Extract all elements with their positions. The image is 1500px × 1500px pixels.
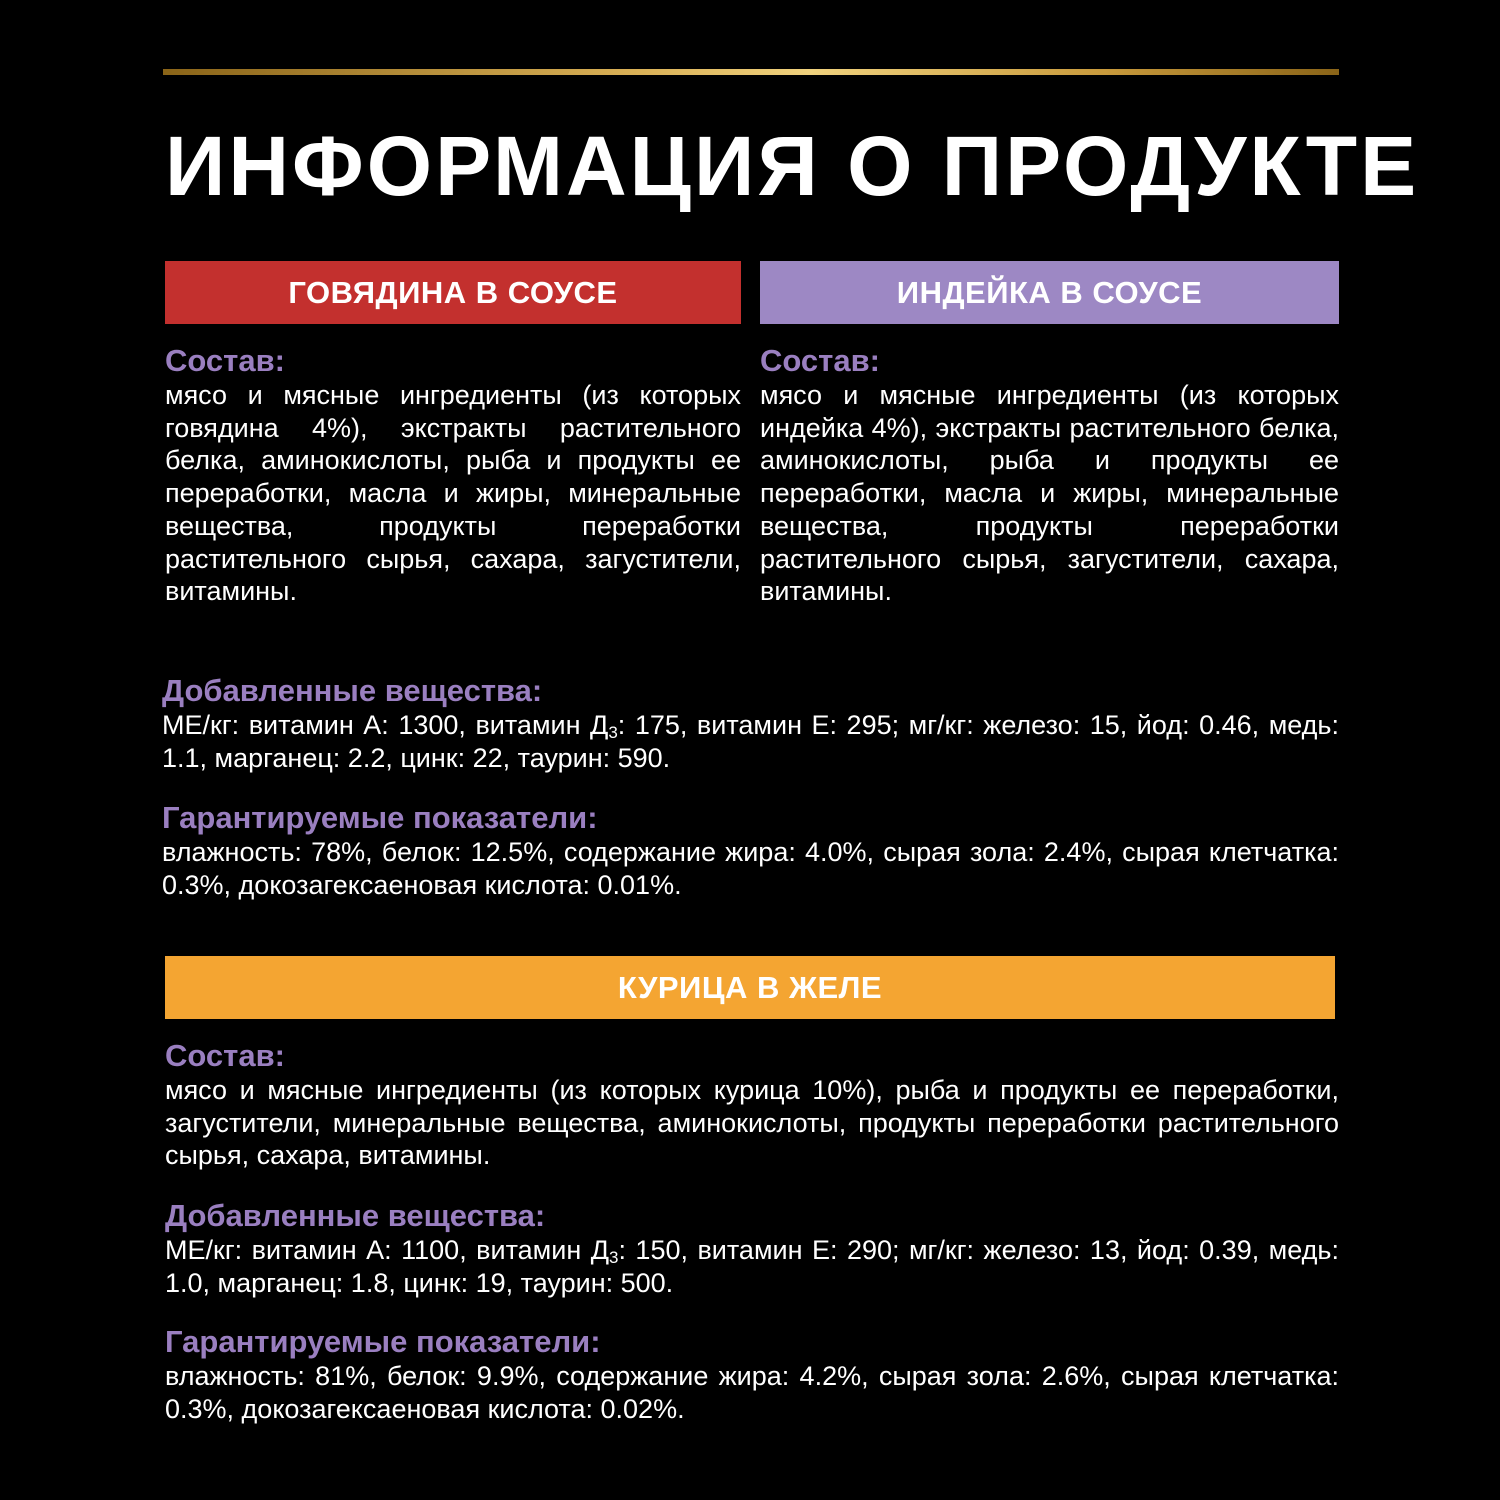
page-title: ИНФОРМАЦИЯ О ПРОДУКТЕ (165, 119, 1420, 213)
shared-guaranteed-section (162, 800, 1339, 901)
chicken-composition-text: мясо и мясные ингредиенты (из которых курица 10%), рыба и продукты ее переработки, загустители, минеральные вещества, аминокислоты, продукты переработки растительного сырья, сахара, витамины. (165, 1075, 1339, 1171)
turkey-composition-section (760, 343, 1339, 608)
shared-guaranteed-text: влажность: 78%, белок: 12.5%, содержание жира: 4.0%, сырая зола: 2.4%, сырая клетчатка: 0.3%, докозагексаеновая кислота: 0.01%. (162, 837, 1339, 900)
chicken-additives-heading: Добавленные вещества: (165, 1198, 546, 1233)
banner-beef: ГОВЯДИНА В СОУСЕ (165, 261, 741, 324)
turkey-composition-text: мясо и мясные ингредиенты (из которых индейка 4%), экстракты растительного белка, аминокислоты, рыба и продукты ее переработки, масла и жиры, минеральные вещества, продукты переработки растительного сырья, загустители, сахара, витамины. (760, 380, 1339, 607)
banner-turkey: ИНДЕЙКА В СОУСЕ (760, 261, 1339, 324)
shared-additives-text: МЕ/кг: витамин А: 1300, витамин $Д_3$: 175, витамин Е: 295; мг/кг: железо: 15, йод: 0.46, медь: 1.1, марганец: 2.2, цинк: 22, таурин: 590. (162, 710, 1339, 773)
gold-divider (163, 69, 1339, 75)
shared-guaranteed-heading: Гарантируемые показатели: (162, 800, 598, 835)
chicken-additives-section (165, 1198, 1339, 1299)
shared-additives-heading: Добавленные вещества: (162, 673, 543, 708)
shared-additives-section (162, 673, 1339, 774)
chicken-additives-text: МЕ/кг: витамин А: 1100, витамин $Д_3$: 150, витамин Е: 290; мг/кг: железо: 13, йод: 0.39, медь: 1.0, марганец: 1.8, цинк: 19, таурин: 500. (165, 1235, 1339, 1298)
beef-composition-heading: Состав: (165, 343, 285, 378)
chicken-composition-heading: Состав: (165, 1038, 285, 1073)
chicken-guaranteed-heading: Гарантируемые показатели: (165, 1324, 601, 1359)
beef-composition-text: мясо и мясные ингредиенты (из которых говядина 4%), экстракты растительного белка, аминокислоты, рыба и продукты ее переработки, масла и жиры, минеральные вещества, продукты переработки растительного сырья, сахара, загустители, витамины. (165, 380, 741, 607)
beef-composition-section (165, 343, 741, 608)
banner-chicken: КУРИЦА В ЖЕЛЕ (165, 956, 1335, 1019)
chicken-composition-section (165, 1038, 1339, 1172)
chicken-guaranteed-text: влажность: 81%, белок: 9.9%, содержание жира: 4.2%, сырая зола: 2.6%, сырая клетчатка: 0.3%, докозагексаеновая кислота: 0.02%. (165, 1361, 1339, 1424)
chicken-guaranteed-section (165, 1324, 1339, 1425)
turkey-composition-heading: Состав: (760, 343, 880, 378)
